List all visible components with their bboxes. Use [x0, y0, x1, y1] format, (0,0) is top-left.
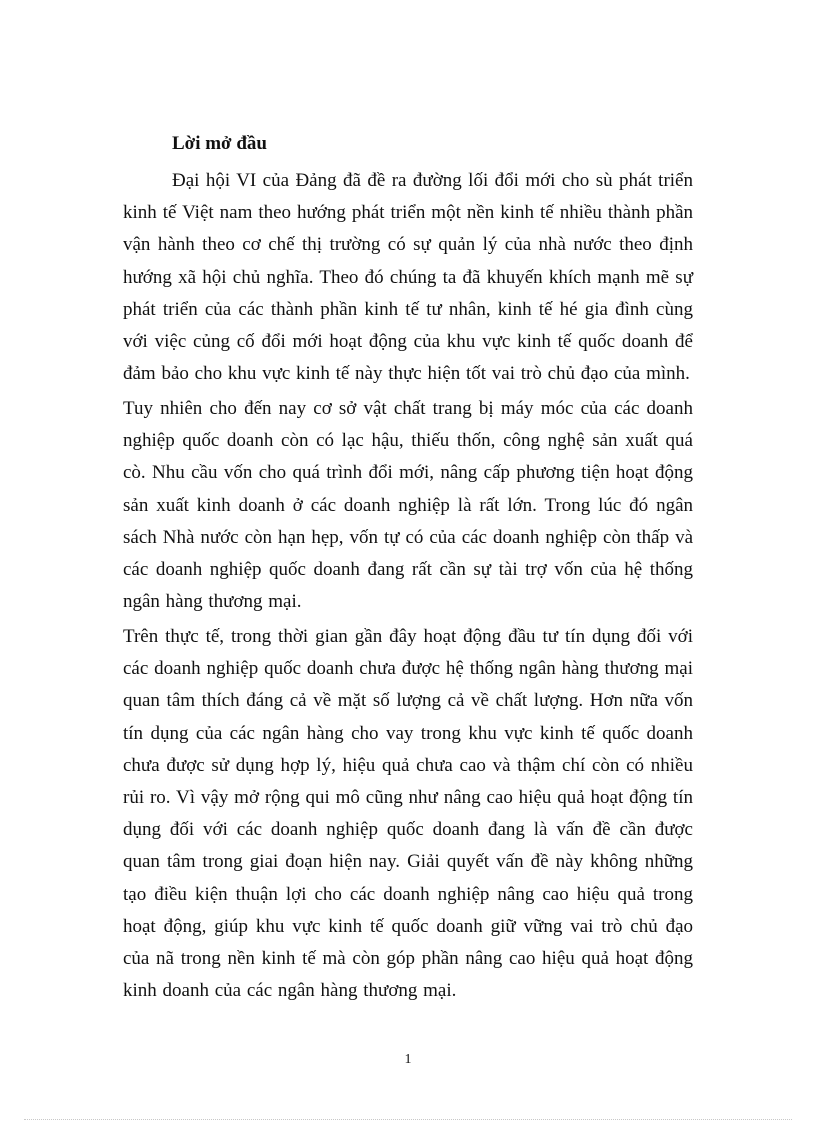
- page-boundary-divider: [24, 1119, 792, 1120]
- section-heading: Lời mở đầu: [172, 133, 267, 154]
- paragraph-capital-needs: Tuy nhiên cho đến nay cơ sở vật chất trang bị máy móc của các doanh nghiệp quốc doanh còn có lạc hậu, thiếu thốn, công nghệ sản xuất quá cò. Nhu cầu vốn cho quá trình đổi mới, nâng cấp phương tiện hoạt động sản xuất kinh doanh ở các doanh nghiệp là rất lớn. Trong lúc đó ngân sách Nhà nước còn hạn hẹp, vốn tự có của các doanh nghiệp còn thấp và các doanh nghiệp quốc doanh đang rất cần sự tài trợ vốn của hệ thống ngân hàng thương mại.: [123, 398, 693, 613]
- paragraph-intro: Đại hội VI của Đảng đã đề ra đường lối đổi mới cho sù phát triển kinh tế Việt nam theo hướng phát triển một nền kinh tế nhiều thành phần vận hành theo cơ chế thị trường có sự quản lý của nhà nước theo định hướng xã hội chủ nghĩa. Theo đó chúng ta đã khuyến khích mạnh mẽ sự phát triển của các thành phần kinh tế tư nhân, kinh tế hé gia đình cùng với việc củng cố đổi mới hoạt động của khu vực kinh tế quốc doanh để đảm bảo cho khu vực kinh tế này thực hiện tốt vai trò chủ đạo của mình.: [123, 170, 693, 385]
- paragraph-credit-activities: Trên thực tế, trong thời gian gần đây hoạt động đầu tư tín dụng đối với các doanh nghiệp quốc doanh chưa được hệ thống ngân hàng thương mại quan tâm thích đáng cả về mặt số lượng cả về chất lượng. Hơn nữa vốn tín dụng của các ngân hàng cho vay trong khu vực kinh tế quốc doanh chưa được sử dụng hợp lý, hiệu quả chưa cao và thậm chí còn có nhiều rủi ro. Vì vậy mở rộng qui mô cũng như nâng cao hiệu quả hoạt động tín dụng đối với các doanh nghiệp quốc doanh đang là vấn đề cần được quan tâm trong giai đoạn hiện nay. Giải quyết vấn đề này không những tạo điều kiện thuận lợi cho các doanh nghiệp nâng cao hiệu quả trong hoạt động, giúp khu vực kinh tế quốc doanh giữ vững vai trò chủ đạo của nã trong nền kinh tế mà còn góp phần nâng cao hiệu quả hoạt động kinh doanh của các ngân hàng thương mại.: [123, 626, 693, 1002]
- page-number: 1: [404, 1052, 412, 1067]
